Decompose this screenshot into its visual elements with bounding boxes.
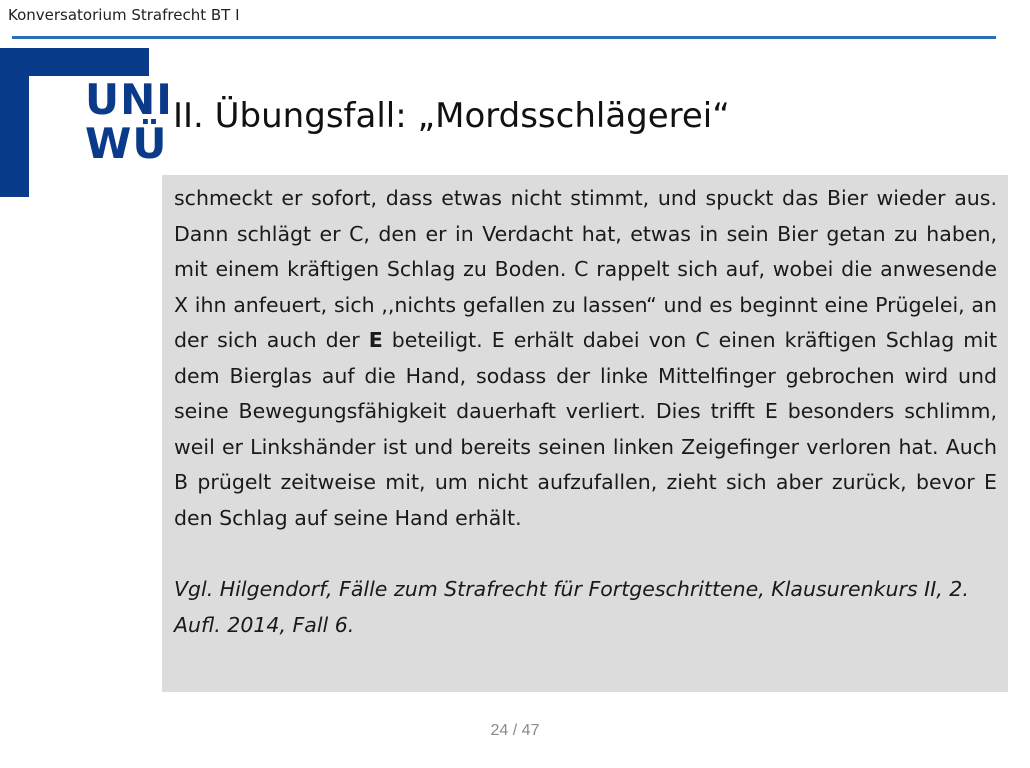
logo-line-1: UNI bbox=[85, 75, 173, 124]
case-paragraph bbox=[174, 181, 997, 536]
case-text-box bbox=[162, 175, 1008, 692]
header-divider bbox=[12, 36, 996, 39]
case-citation: Vgl. Hilgendorf, Fälle zum Strafrecht für Fortgeschrittene, Klausurenkurs II, 2. Aufl. 2014, Fall 6. bbox=[174, 577, 969, 637]
university-logo bbox=[0, 48, 173, 197]
case-text-part-2: beteiligt. E erhält dabei von C einen kräftigen Schlag mit dem Bierglas auf die Hand, sodass der linke Mittelfinger gebrochen wird und seine Bewegungsfähigkeit dauerhaft verliert. Dies trifft E besonders schlimm, weil er Linkshänder ist und bereits seinen linken Zeigefinger verloren hat. Auch B prügelt zeitweise mit, um nicht aufzufallen, zieht sich aber zurück, bevor E den Schlag auf seine Hand erhält. bbox=[174, 328, 997, 530]
case-emphasis-e: E bbox=[368, 328, 383, 352]
case-text-part-1: schmeckt er sofort, dass etwas nicht stimmt, und spuckt das Bier wieder aus. Dann schlägt er C, den er in Verdacht hat, etwas in sein Bier getan zu haben, mit einem kräftigen Schlag zu Boden. C rappelt sich auf, wobei die anwesende X ihn anfeuert, sich ,,nichts gefallen zu lassen“ und es beginnt eine Prügelei, an der sich auch der bbox=[174, 186, 997, 352]
logo-line-2: WÜ bbox=[85, 119, 168, 168]
case-text bbox=[174, 181, 997, 643]
logo-wordmark bbox=[85, 75, 173, 168]
slide-title: II. Übungsfall: „Mordsschlägerei“ bbox=[173, 96, 730, 136]
page-number: 24 / 47 bbox=[490, 722, 540, 739]
course-title: Konversatorium Strafrecht BT I bbox=[8, 6, 240, 24]
